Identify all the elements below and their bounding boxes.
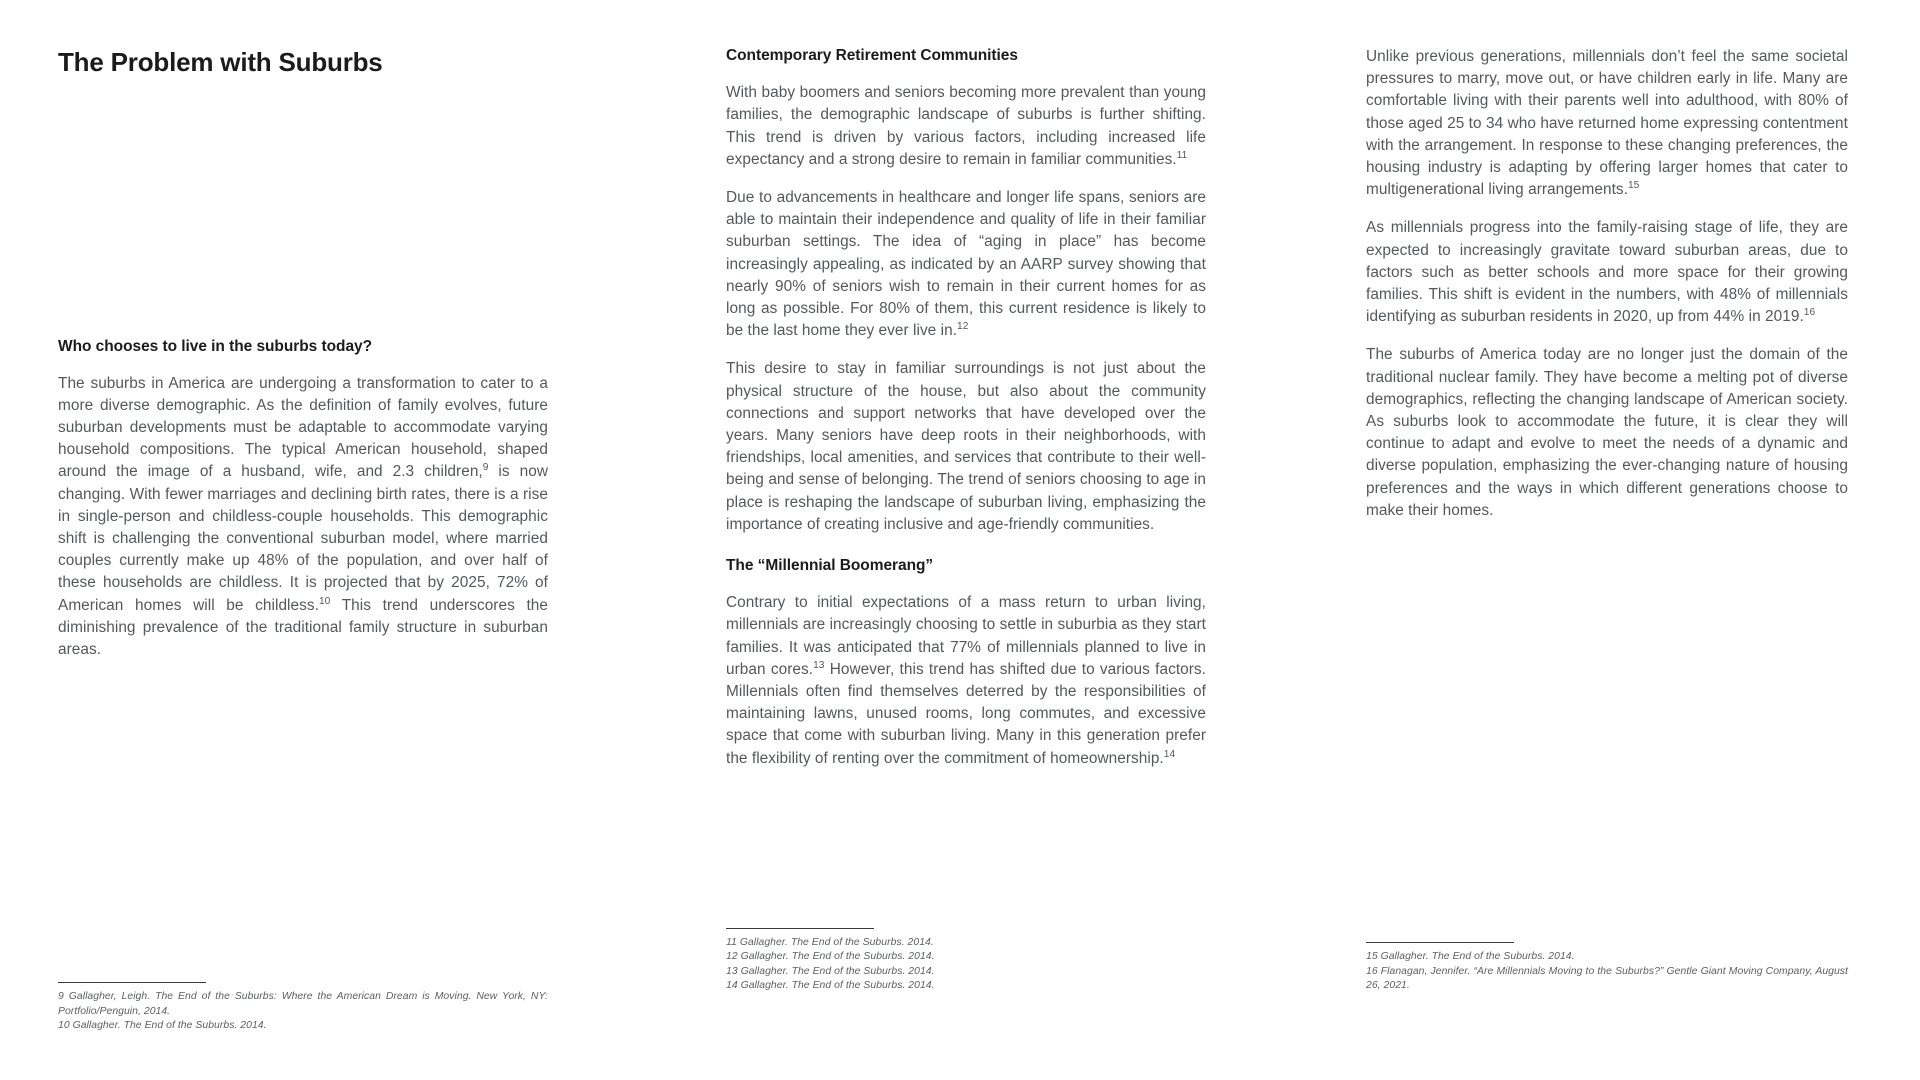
paragraph-text-segment: As millennials progress into the family-raising stage of life, they are expected to increasingly gravitate toward suburban areas, due to factors such as better schools and more space for their growing families. This shift is evident in the numbers, with 48% of millennials identifying as suburban residents in 2020, up from 44% in 2019.	[1366, 219, 1848, 326]
paragraph-millennial-pressures	[1366, 46, 1848, 201]
spacer	[1366, 201, 1848, 217]
spacer	[726, 576, 1206, 592]
paragraph-boomers-demographics	[726, 82, 1206, 171]
section-heading-who-chooses: Who chooses to live in the suburbs today?	[58, 337, 373, 355]
paragraph-text-segment: Unlike previous generations, millennials don’t feel the same societal pressures to marry, move out, or have children early in life. Many are comfortable living with their parents well into adulthood, with 80% of those aged 25 to 34 who have returned home expressing contentment with the arrangement. In response to these changing preferences, the housing industry is adapting by offering larger homes that cater to multigenerational living arrangements.	[1366, 48, 1848, 199]
footnote-marker-9: 9	[482, 462, 489, 474]
footnotes-column-three	[1366, 942, 1848, 994]
paragraph-text-segment: With baby boomers and seniors becoming more prevalent than young families, the demographic landscape of suburbs is further shifting. This trend is driven by various factors, including increased life expectancy and a strong desire to remain in familiar communities.	[726, 84, 1206, 168]
footnote-divider	[58, 982, 206, 983]
column-two	[726, 0, 1206, 1080]
footnote-marker-13: 13	[813, 659, 825, 671]
footnote-item: 13 Gallagher. The End of the Suburbs. 2014.	[726, 965, 935, 977]
paragraph-suburbs-melting-pot: The suburbs of America today are no longer just the domain of the traditional nuclear family. They have become a melting pot of diverse demographics, reflecting the changing landscape of American society. As suburbs look to accommodate the future, it is clear they will continue to adapt and evolve to meet the needs of a dynamic and diverse population, emphasizing the ever-changing nature of housing preferences and the ways in which different generations choose to make their homes.	[1366, 346, 1848, 519]
spacer	[726, 66, 1206, 82]
paragraph-text-segment: Due to advancements in healthcare and longer life spans, seniors are able to maintain their independence and quality of life in their familiar suburban settings. The idea of “aging in place” has become increasingly appealing, as indicated by an AARP survey showing that nearly 90% of seniors wish to remain in their current homes for as long as possible. For 80% of them, this current residence is likely to be the last home they ever live in.	[726, 188, 1206, 340]
section-heading-retirement-communities: Contemporary Retirement Communities	[726, 47, 1018, 64]
footnote-marker-15: 15	[1627, 180, 1640, 192]
paragraph-text-segment: The suburbs in America are undergoing a transformation to cater to a more diverse demographic. As the definition of family evolves, future suburban developments must be adaptable to accommodate varying household compositions. The typical American household, shaped around the image of a husband, wife, and 2.3 children,	[58, 374, 548, 481]
footnotes-column-two	[726, 928, 1206, 994]
footnote-marker-11: 11	[1176, 149, 1188, 161]
footnote-item: 11 Gallagher. The End of the Suburbs. 2014.	[726, 936, 934, 948]
column-three-body	[1366, 46, 1848, 522]
section-heading-millennial-boomerang: The “Millennial Boomerang”	[726, 557, 934, 574]
footnotes-column-one	[58, 982, 548, 1034]
footnote-item: 12 Gallagher. The End of the Suburbs. 2014.	[726, 951, 935, 963]
column-one	[58, 0, 548, 1080]
footnote-marker-14: 14	[1163, 748, 1176, 760]
paragraph-millennial-suburban-residents	[1366, 217, 1848, 328]
footnote-item: 10 Gallagher. The End of the Suburbs. 2014.	[58, 1020, 267, 1032]
paragraph-community-connections: This desire to stay in familiar surroundings is not just about the physical structure of the house, but also about the community connections and support networks that have developed over the years. Many seniors have deep roots in their neighborhoods, with friendships, local amenities, and services that contribute to their well-being and sense of belonging. The trend of seniors choosing to age in place is reshaping the landscape of suburban living, emphasizing the importance of creating inclusive and age-friendly communities.	[726, 360, 1206, 533]
column-one-body	[58, 46, 548, 661]
spacer	[1366, 328, 1848, 344]
paragraph-text-segment: However, this trend has shifted due to various factors. Millennials often find themselves deterred by the responsibilities of maintaining lawns, unused rooms, long commutes, and excessive space that come with suburban living. Many in this generation prefer the flexibility of renting over the commitment of homeownership.	[726, 660, 1206, 767]
spacer	[726, 171, 1206, 187]
footnote-item: 16 Flanagan, Jennifer. “Are Millennials Moving to the Suburbs?” Gentle Giant Moving Company, August 26, 2021.	[1366, 965, 1848, 992]
paragraph-text-segment: Contrary to initial expectations of a mass return to urban living, millennials are increasingly choosing to settle in suburbia as they start families. It was anticipated that 77% of millennials planned to live in urban cores.	[726, 594, 1206, 678]
footnote-item: 9 Gallagher, Leigh. The End of the Suburbs: Where the American Dream is Moving. New York, NY: Portfolio/Penguin, 2014.	[58, 991, 548, 1017]
paragraph-text-segment: is now changing. With fewer marriages and declining birth rates, there is a rise in single-person and childless-couple households. This demographic shift is challenging the conventional suburban model, where married couples currently make up 48% of the population, and over half of these households are childless. It is projected that by 2025, 72% of American homes will be childless.	[58, 463, 548, 614]
paragraph-aging-in-place	[726, 187, 1206, 342]
footnote-item: 14 Gallagher. The End of the Suburbs. 2014.	[726, 980, 935, 992]
column-two-body	[726, 46, 1206, 770]
paragraph-text-segment: This trend underscores the diminishing prevalence of the traditional family structure in suburban areas.	[58, 596, 549, 659]
spacer	[58, 79, 548, 337]
footnote-divider	[726, 928, 874, 929]
spacer	[726, 342, 1206, 358]
footnote-marker-12: 12	[957, 321, 969, 333]
paragraph-millennials-suburbia	[726, 592, 1206, 770]
footnote-marker-10: 10	[318, 595, 331, 607]
paragraph-suburbs-transformation	[58, 373, 548, 662]
page-title: The Problem with Suburbs	[58, 47, 383, 77]
footnote-marker-16: 16	[1803, 307, 1816, 319]
spacer	[726, 536, 1206, 556]
footnote-divider	[1366, 942, 1514, 943]
footnote-item: 15 Gallagher. The End of the Suburbs. 2014.	[1366, 951, 1575, 963]
spacer	[58, 357, 548, 373]
column-three	[1366, 0, 1848, 1080]
